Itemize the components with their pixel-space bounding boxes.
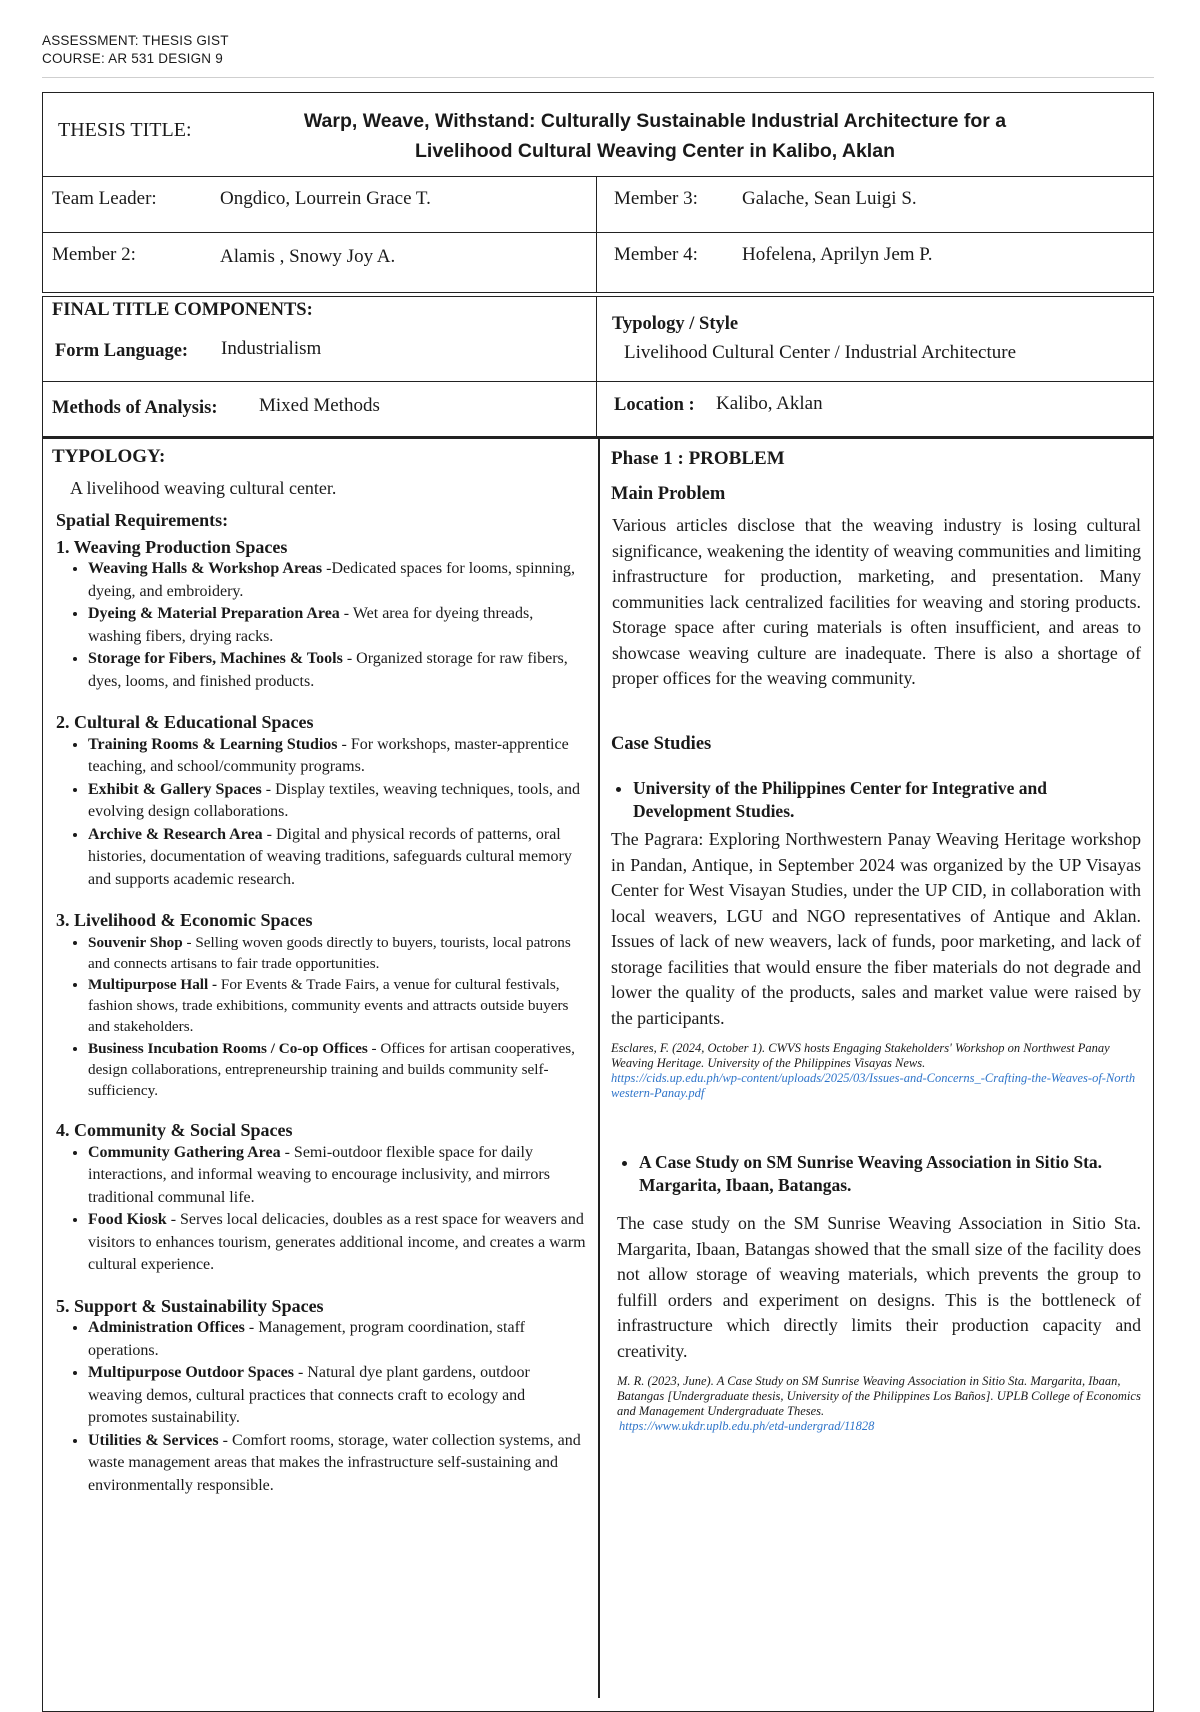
requirement-name: Business Incubation Rooms / Co-op Offices bbox=[88, 1039, 368, 1057]
problem-column bbox=[611, 446, 1141, 1434]
spatial-section bbox=[56, 1295, 588, 1498]
thesis-title-line: Livelihood Cultural Weaving Center in Kalibo, Aklan bbox=[415, 140, 895, 162]
requirement-name: Storage for Fibers, Machines & Tools bbox=[88, 650, 343, 667]
requirement-description: For Events & Trade Fairs, a venue for cultural festivals, fashion shows, trade exhibitions, community events and attracts outside buyers and stakeholders. bbox=[88, 975, 569, 1036]
spatial-section bbox=[56, 909, 588, 1101]
requirement-item bbox=[88, 1038, 588, 1102]
requirement-item bbox=[88, 1317, 588, 1362]
requirement-description: - Natural dye plant gardens, outdoor weaving demos, cultural practices that connects craft to ecology and promotes sustainability. bbox=[88, 1364, 530, 1427]
spatial-requirements-heading: Spatial Requirements: bbox=[56, 510, 229, 530]
requirement-name: Archive & Research Area bbox=[88, 825, 263, 843]
requirement-description: - Management, program coordination, staff operations. bbox=[88, 1319, 525, 1359]
divider bbox=[42, 232, 1154, 233]
methods-value: Mixed Methods bbox=[259, 395, 380, 416]
section-title: 2. Cultural & Educational Spaces bbox=[56, 712, 314, 732]
requirement-item bbox=[88, 1430, 588, 1498]
section-title: 5. Support & Sustainability Spaces bbox=[56, 1295, 324, 1316]
requirement-name: Multipurpose Outdoor Spaces bbox=[88, 1364, 294, 1382]
section-title: 3. Livelihood & Economic Spaces bbox=[56, 910, 313, 930]
section-title: 1. Weaving Production Spaces bbox=[56, 536, 288, 557]
case-study bbox=[611, 1151, 1141, 1434]
requirement-item bbox=[88, 558, 588, 603]
team-leader-label: Team Leader: bbox=[52, 188, 157, 209]
requirement-item bbox=[88, 1362, 588, 1430]
thesis-title bbox=[230, 106, 1080, 166]
member2-name: Alamis , Snowy Joy A. bbox=[220, 246, 396, 267]
requirement-item bbox=[88, 734, 588, 779]
thesis-title-line: Warp, Weave, Withstand: Culturally Sustainable Industrial Architecture for a bbox=[303, 110, 1007, 132]
member3-label: Member 3: bbox=[614, 188, 698, 209]
requirement-item bbox=[88, 932, 588, 974]
form-language-label: Form Language: bbox=[55, 341, 189, 361]
case-study-text: The case study on the SM Sunrise Weaving Association in Sitio Sta. Margarita, Ibaan, Batangas showed that the small size of the facility does not allow storage of weaving materials, which prevents the group to fulfill orders and experiment on designs. This is the bottleneck of infrastructure which directly limits their production capacity and creativity. bbox=[617, 1213, 1141, 1361]
divider bbox=[598, 437, 600, 1698]
section-title: 4. Community & Social Spaces bbox=[56, 1120, 293, 1141]
spatial-section bbox=[56, 711, 588, 891]
case-study bbox=[611, 777, 1141, 1101]
header-divider bbox=[42, 77, 1154, 78]
case-studies-heading: Case Studies bbox=[611, 733, 712, 754]
requirement-name: Community Gathering Area bbox=[88, 1143, 281, 1161]
requirement-name: Dyeing & Material Preparation Area bbox=[88, 605, 340, 622]
spatial-sections bbox=[56, 536, 588, 1498]
requirement-description: - For workshops, master-apprentice teaching, and school/community programs. bbox=[88, 735, 569, 775]
document-header bbox=[42, 32, 229, 68]
requirement-description: - Display textiles, weaving techniques, tools, and evolving design collaborations. bbox=[88, 780, 580, 820]
citation-link[interactable]: https://www.ukdr.uplb.edu.ph/etd-undergrad/11828 bbox=[619, 1419, 875, 1433]
course-label: COURSE: AR 531 DESIGN 9 bbox=[42, 51, 223, 66]
team-leader-name: Ongdico, Lourrein Grace T. bbox=[220, 188, 431, 209]
requirement-description: - Semi-outdoor flexible space for daily interactions, and informal weaving to encourage inclusivity, and mirrors traditional communal life. bbox=[88, 1143, 550, 1206]
spatial-section bbox=[56, 1119, 588, 1277]
requirement-item bbox=[88, 824, 588, 892]
requirement-description: - Serves local delicacies, doubles as a rest space for weavers and visitors to enhances tourism, generates additional income, and creates a warm cultural experience. bbox=[88, 1211, 586, 1274]
requirement-item bbox=[88, 603, 588, 648]
main-problem-heading: Main Problem bbox=[611, 483, 726, 504]
divider bbox=[596, 176, 597, 293]
requirement-name: Training Rooms & Learning Studios bbox=[88, 735, 338, 753]
location-value: Kalibo, Aklan bbox=[716, 393, 823, 414]
divider bbox=[596, 296, 597, 437]
requirement-name: Administration Offices bbox=[88, 1319, 245, 1337]
case-study-title: • A Case Study on SM Sunrise Weaving Association in Sitio Sta. Margarita, Ibaan, Batangas. bbox=[639, 1151, 1141, 1197]
requirement-description: - Digital and physical records of patterns, oral histories, documentation of weaving traditions, safeguards cultural memory and supports academic research. bbox=[88, 825, 572, 888]
thesis-title-label: THESIS TITLE: bbox=[58, 119, 192, 141]
member2-label: Member 2: bbox=[52, 244, 136, 265]
requirement-description: - Offices for artisan cooperatives, design collaborations, entrepreneurship training and builds community self-sufficiency. bbox=[88, 1039, 575, 1099]
typology-heading: TYPOLOGY: bbox=[52, 446, 166, 467]
requirement-list bbox=[56, 1142, 588, 1277]
divider bbox=[42, 381, 1154, 382]
member4-name: Hofelena, Aprilyn Jem P. bbox=[742, 244, 933, 265]
typology-style-value: Livelihood Cultural Center / Industrial Architecture bbox=[624, 342, 1017, 363]
requirement-name: Multipurpose Hall - bbox=[88, 975, 218, 993]
requirement-list bbox=[56, 932, 588, 1102]
typology-style-label: Typology / Style bbox=[612, 314, 739, 334]
divider bbox=[42, 176, 1154, 177]
member3-name: Galache, Sean Luigi S. bbox=[742, 188, 917, 209]
requirement-description: - Comfort rooms, storage, water collection systems, and waste management areas that makes the infrastructure self-sustaining and environmentally responsible. bbox=[88, 1431, 581, 1494]
components-heading: FINAL TITLE COMPONENTS: bbox=[52, 300, 313, 320]
requirement-name: Food Kiosk bbox=[88, 1211, 167, 1229]
citation: M. R. (2023, June). A Case Study on SM Sunrise Weaving Association in Sitio Sta. Margarita, Ibaan, Batangas [Undergraduate thesis, University of the Philippines Los Baños]. UPLB College of Economics and Management Undergraduate Theses. bbox=[617, 1374, 1141, 1418]
requirement-item bbox=[88, 648, 588, 693]
member4-label: Member 4: bbox=[614, 244, 698, 265]
phase-heading: Phase 1 : PROBLEM bbox=[611, 448, 785, 469]
requirement-name: Souvenir Shop bbox=[88, 933, 183, 951]
requirement-item bbox=[88, 1209, 588, 1277]
case-studies bbox=[611, 777, 1141, 1434]
requirement-item bbox=[88, 779, 588, 824]
requirement-description: - Selling woven goods directly to buyers, tourists, local patrons and connects artisans to fair trade opportunities. bbox=[88, 933, 571, 972]
requirement-item bbox=[88, 974, 588, 1038]
location-label: Location : bbox=[614, 395, 695, 415]
methods-label: Methods of Analysis: bbox=[52, 398, 218, 418]
requirement-list bbox=[56, 558, 588, 693]
case-study-text: The Pagrara: Exploring Northwestern Panay Weaving Heritage workshop in Pandan, Antique, in September 2024 was organized by the UP Visayas Center for West Visayan Studies, under the UP CID, in collaboration with local weavers, LGU and NGO representatives of Antique and Aklan. Issues of lack of new weavers, lack of funds, poor marketing, and lack of storage facilities that would ensure the fiber materials do not degrade and lower the quality of the products, sales and market value were raised by the participants. bbox=[611, 829, 1141, 1028]
requirement-list bbox=[56, 734, 588, 892]
typology-description: A livelihood weaving cultural center. bbox=[70, 477, 337, 498]
requirement-name: Weaving Halls & Workshop Areas bbox=[88, 560, 323, 577]
requirement-item bbox=[88, 1142, 588, 1210]
requirement-description: - Organized storage for raw fibers, dyes, looms, and finished products. bbox=[88, 650, 568, 690]
citation-link[interactable]: https://cids.up.edu.ph/wp-content/uploads/2025/03/Issues-and-Concerns_-Crafting-the-Weaves-of-Northwestern-Panay.pdf bbox=[611, 1071, 1136, 1100]
main-problem-text: Various articles disclose that the weaving industry is losing cultural significance, weakening the identity of weaving communities and limiting infrastructure for production, marketing, and presentation. Many communities lack centralized facilities for weaving and storing products. Storage space after curing materials is often insufficient, and areas to showcase weaving culture are inadequate. There is also a shortage of proper offices for the weaving community. bbox=[612, 515, 1141, 688]
spatial-section bbox=[56, 536, 588, 694]
requirement-name: Exhibit & Gallery Spaces bbox=[88, 780, 262, 798]
assessment-label: ASSESSMENT: THESIS GIST bbox=[42, 33, 229, 48]
typology-column bbox=[52, 446, 588, 1497]
case-study-title: • University of the Philippines Center for Integrative and Development Studies. bbox=[633, 777, 1141, 823]
citation: Esclares, F. (2024, October 1). CWVS hosts Engaging Stakeholders' Workshop on Northwest Panay Weaving Heritage. University of the Philippines Visayas News. bbox=[611, 1041, 1110, 1070]
requirement-list bbox=[56, 1317, 588, 1497]
requirement-name: Utilities & Services bbox=[88, 1431, 219, 1449]
form-language-value: Industrialism bbox=[221, 338, 322, 359]
requirement-description: -Dedicated spaces for looms, spinning, dyeing, and embroidery. bbox=[88, 560, 575, 600]
requirement-description: - Wet area for dyeing threads, washing fibers, drying racks. bbox=[88, 605, 534, 645]
